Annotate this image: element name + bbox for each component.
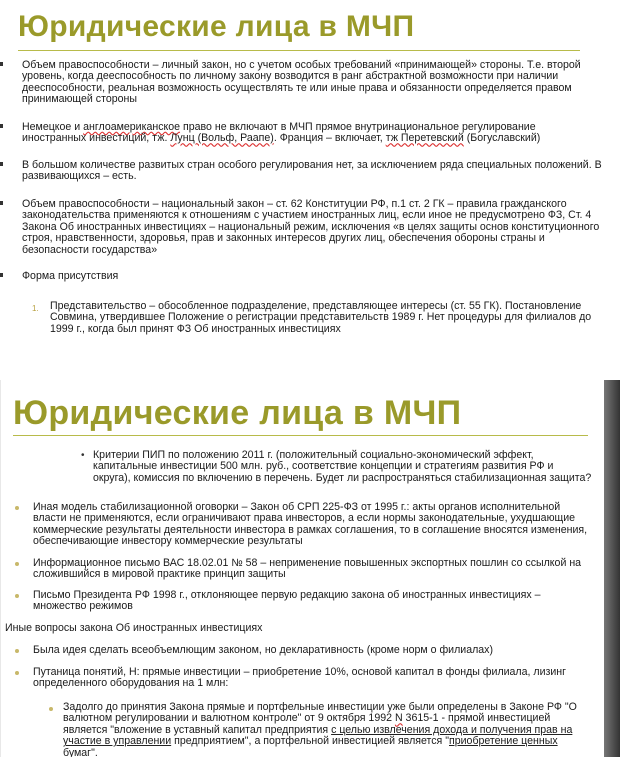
bullet-dot — [15, 594, 19, 598]
bullet-marker — [0, 124, 3, 128]
paragraph-developed-countries: В большом количестве развитых стран особого регулирования нет, за исключением ряда специальных положений. В развивающихся – есть. — [22, 159, 602, 183]
paragraph-german-law: Немецкое и англоамериканское право не включают в МЧП прямое внутринациональное регулирование иностранных инвестиций, тж. Лунц (Вольф, Раапе). Франция – включает, тж Перетевский (Богуславский) — [22, 121, 541, 145]
bullet-marker — [0, 162, 3, 166]
list-item-representation: Представительство – обособленное подразделение, представляющее интересы (ст. 55 ГК). Постановление Совмина, утвердившее Положение о регистрации представительств 1989 г. Нет процедуры для филиалов до 1999 г., когда был принят ФЗ Об иностранных инвестициях — [50, 300, 592, 335]
slide-2-edge-shadow — [604, 380, 620, 757]
bullet-dot — [49, 707, 53, 711]
bullet-concept-confusion: Путаница понятий, Н: прямые инвестиции – приобретение 10%, основой капитал в фонды филиала, лизинг определенного оборудования на 1 млн: — [33, 666, 566, 690]
bullet-marker — [0, 62, 3, 66]
title-rule — [18, 50, 580, 51]
bullet-vas-letter: Информационное письмо ВАС 18.02.01 № 58 – неприменение повышенных экспортных пошлин со ссылкой на сложившийся в мировой практике принцип защиты — [33, 557, 582, 581]
slide-2-title: Юридические лица в МЧП — [13, 394, 462, 432]
bullet-pip-criteria: Критерии ПИП по положению 2011 г. (положительный социально-экономический эффект, капитальные инвестиции 500 млн. руб., соответствие концепции и стратегиям развития РФ и округа), комиссия по включению в перечень. Будет ли распространяться стабилизационная защита? — [93, 449, 592, 484]
bullet-marker — [0, 201, 3, 205]
slide-2 — [0, 380, 605, 757]
bullet-president-letter: Письмо Президента РФ 1998 г., отклоняющее первую редакцию закона об иностранных инвестициях – множество режимов — [33, 589, 541, 613]
bullet-dot — [15, 671, 19, 675]
list-number: 1. — [32, 304, 39, 313]
bullet-marker — [0, 273, 3, 277]
bullet-declarative: Была идея сделать всеобъемлющим законом, но декларативность (кроме норм о филиалах) — [33, 644, 493, 656]
slide-1-title: Юридические лица в МЧП — [18, 10, 415, 43]
heading-presence-form: Форма присутствия — [22, 270, 119, 282]
paragraph-national-law: Объем правоспособности – национальный закон – ст. 62 Конституции РФ, п.1 ст. 2 ГК – правила гражданского законодательства применяются к отношениям с участием иностранных лиц, если иное не предусмотрено ФЗ, Ст. 4 Закона Об иностранных инвестициях – национальный режим, исключения «в целях защиты основ конституционного строя, нравственности, здоровья, прав и законных интересов других лиц, обеспечения обороны страны и безопасности государства» — [22, 198, 600, 256]
bullet-dot — [15, 506, 19, 510]
title-rule — [13, 435, 588, 436]
bullet-dot — [15, 649, 19, 653]
bullet-dot — [15, 562, 19, 566]
bullet-dot: • — [81, 450, 85, 461]
bullet-srp-model: Иная модель стабилизационной оговорки – Закон об СРП 225-ФЗ от 1995 г.: акты органов исполнительной власти не применяются, если ограничивают права инвесторов, а если нормы законодательные, ухудшающие коммерческие результаты деятельности инвестора в рамках соглашения, то в соглашение вносятся изменения, обеспечивающие инвестору коммерческие результаты — [33, 501, 588, 548]
slide-1 — [0, 0, 620, 348]
paragraph-legal-capacity: Объем правоспособности – личный закон, но с учетом особых требований «принимающей» стороны. Т.е. второй уровень, когда дееспособность по личному закону возводится в ранг абстрактной возможности при наличии дееспособности, реальная возможность осуществлять те или иные права и обязанности определяется правом принимающей стороны — [22, 59, 581, 106]
heading-other-issues: Иные вопросы закона Об иностранных инвестициях — [5, 622, 263, 634]
sub-bullet-currency-law: Задолго до принятия Закона прямые и портфельные инвестиции уже были определены в Законе РФ "О валютном регулировании и валютном контроле" от 9 октября 1992 N 3615-1 - прямой инвестицией является "вложение в уставный капитал предприятия с целью извлечения дохода и получения прав на участие в управлении предприятием", а портфельной инвестицией является "приобретение ценных бумаг". — [63, 701, 577, 757]
